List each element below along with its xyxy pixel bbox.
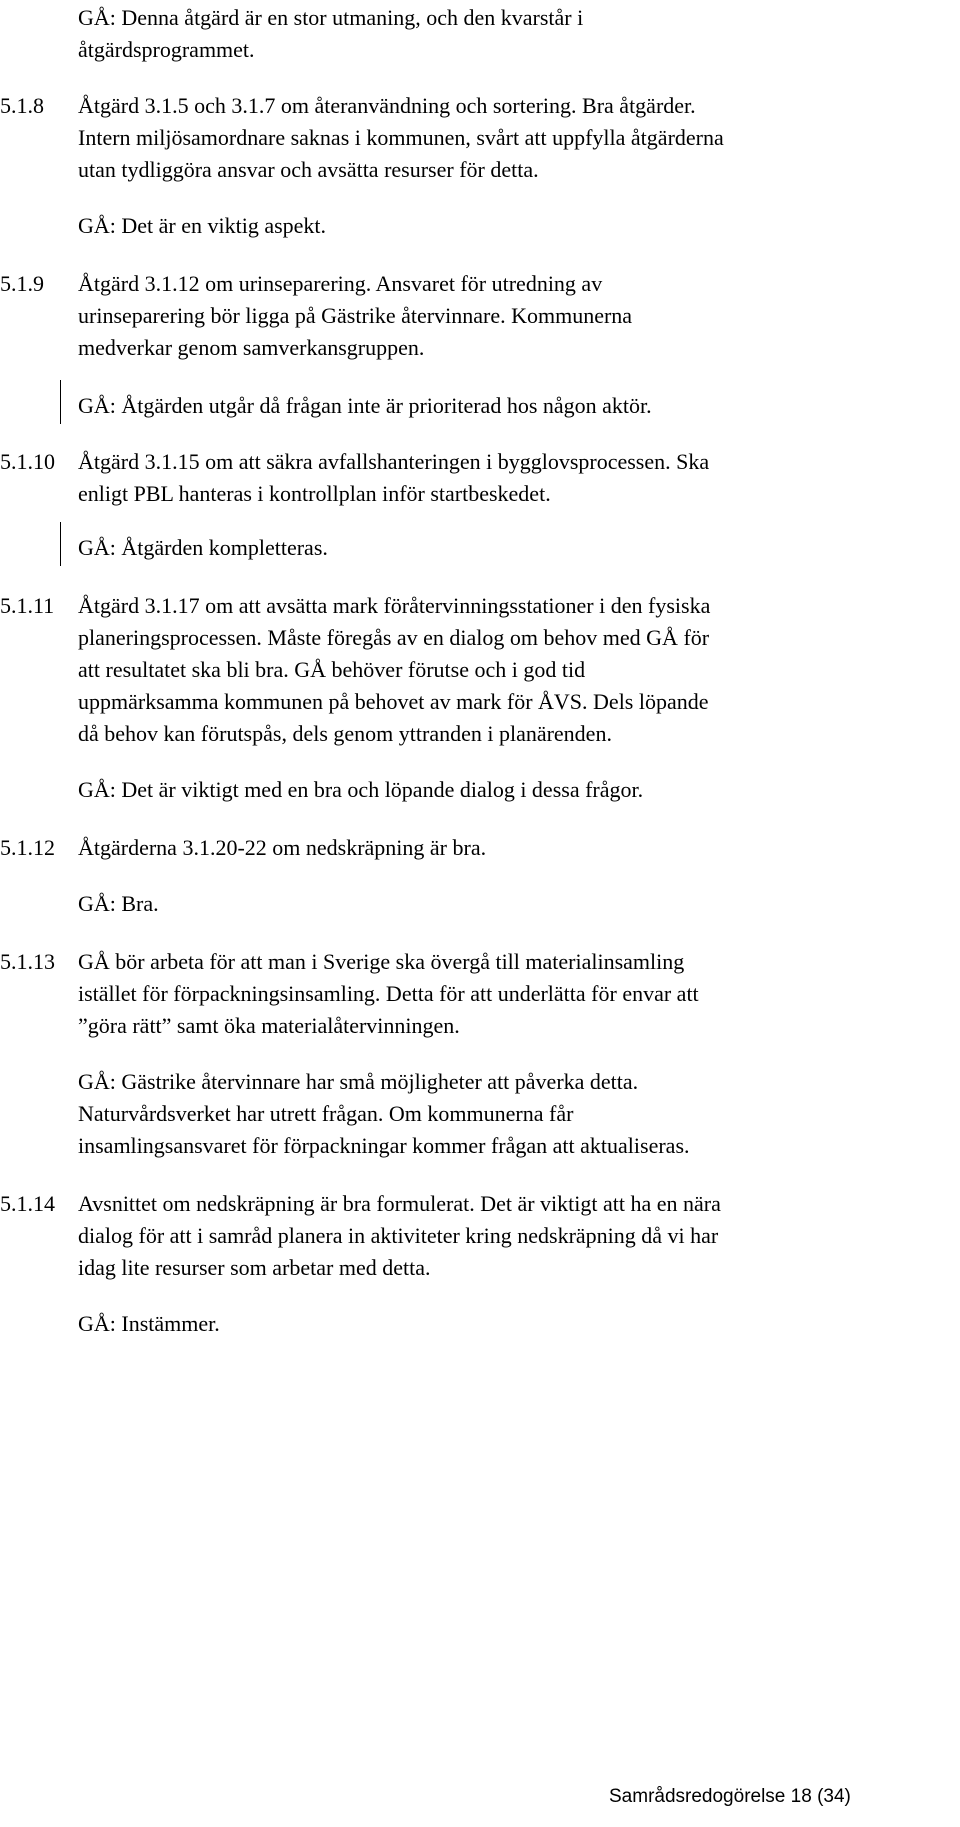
text-line: medverkar genom samverkansgruppen. bbox=[78, 335, 425, 360]
text-line: idag lite resurser som arbetar med detta. bbox=[78, 1255, 431, 1280]
text-line: dialog för att i samråd planera in aktiviteter kring nedskräpning då vi har bbox=[78, 1223, 719, 1248]
text-line: då behov kan förutspås, dels genom yttranden i planärenden. bbox=[78, 721, 612, 746]
text-line: istället för förpackningsinsamling. Detta för att underlätta för envar att bbox=[78, 981, 699, 1006]
revision-bar bbox=[60, 522, 61, 566]
ga-response: GÅ: Åtgärden kompletteras. bbox=[78, 535, 328, 560]
text-line: urinseparering bör ligga på Gästrike återvinnare. Kommunerna bbox=[78, 303, 633, 328]
text-line: Åtgärd 3.1.5 och 3.1.7 om återanvändning och sortering. Bra åtgärder. bbox=[78, 93, 696, 118]
text-line: GÅ bör arbeta för att man i Sverige ska övergå till materialinsamling bbox=[78, 949, 685, 974]
section-number: 5.1.9 bbox=[0, 271, 44, 296]
text-line: ”göra rätt” samt öka materialåtervinningen. bbox=[78, 1013, 460, 1038]
ga-response: GÅ: Bra. bbox=[78, 891, 159, 916]
section-number: 5.1.12 bbox=[0, 835, 55, 860]
section-number: 5.1.13 bbox=[0, 949, 55, 974]
revision-bar bbox=[60, 380, 61, 424]
text-line: planeringsprocessen. Måste föregås av en dialog om behov med GÅ för bbox=[78, 625, 710, 650]
ga-response: GÅ: Åtgärden utgår då frågan inte är prioriterad hos någon aktör. bbox=[78, 393, 652, 418]
section-number: 5.1.8 bbox=[0, 93, 44, 118]
text-line: Åtgärd 3.1.15 om att säkra avfallshanteringen i bygglovsprocessen. Ska bbox=[78, 449, 710, 474]
text-line: Avsnittet om nedskräpning är bra formulerat. Det är viktigt att ha en nära bbox=[78, 1191, 721, 1216]
text-line: Åtgärderna 3.1.20-22 om nedskräpning är bra. bbox=[78, 835, 487, 860]
ga-response: GÅ: Gästrike återvinnare har små möjligheter att påverka detta. bbox=[78, 1069, 639, 1094]
text-line: enligt PBL hanteras i kontrollplan inför startbeskedet. bbox=[78, 481, 551, 506]
ga-response: GÅ: Det är en viktig aspekt. bbox=[78, 213, 327, 238]
section-number: 5.1.10 bbox=[0, 449, 55, 474]
ga-response: insamlingsansvaret för förpackningar kommer frågan att aktualiseras. bbox=[78, 1133, 690, 1158]
text-line: åtgärdsprogrammet. bbox=[78, 37, 255, 62]
section-number: 5.1.11 bbox=[0, 593, 55, 618]
text-line: att resultatet ska bli bra. GÅ behöver förutse och i god tid bbox=[78, 657, 586, 682]
ga-response: Naturvårdsverket har utrett frågan. Om kommunerna får bbox=[78, 1101, 574, 1126]
text-line: uppmärksamma kommunen på behovet av mark för ÅVS. Dels löpande bbox=[78, 689, 709, 714]
text-line: Åtgärd 3.1.17 om att avsätta mark föråtervinningsstationer i den fysiska bbox=[78, 593, 711, 618]
ga-response: GÅ: Instämmer. bbox=[78, 1311, 220, 1336]
text-line: GÅ: Denna åtgärd är en stor utmaning, och den kvarstår i bbox=[78, 5, 584, 30]
page-footer: Samrådsredogörelse 18 (34) bbox=[609, 1786, 851, 1807]
text-line: Intern miljösamordnare saknas i kommunen, svårt att uppfylla åtgärderna bbox=[78, 125, 724, 150]
section-number: 5.1.14 bbox=[0, 1191, 55, 1216]
text-line: utan tydliggöra ansvar och avsätta resurser för detta. bbox=[78, 157, 539, 182]
ga-response: GÅ: Det är viktigt med en bra och löpande dialog i dessa frågor. bbox=[78, 777, 644, 802]
text-line: Åtgärd 3.1.12 om urinseparering. Ansvaret för utredning av bbox=[78, 271, 603, 296]
